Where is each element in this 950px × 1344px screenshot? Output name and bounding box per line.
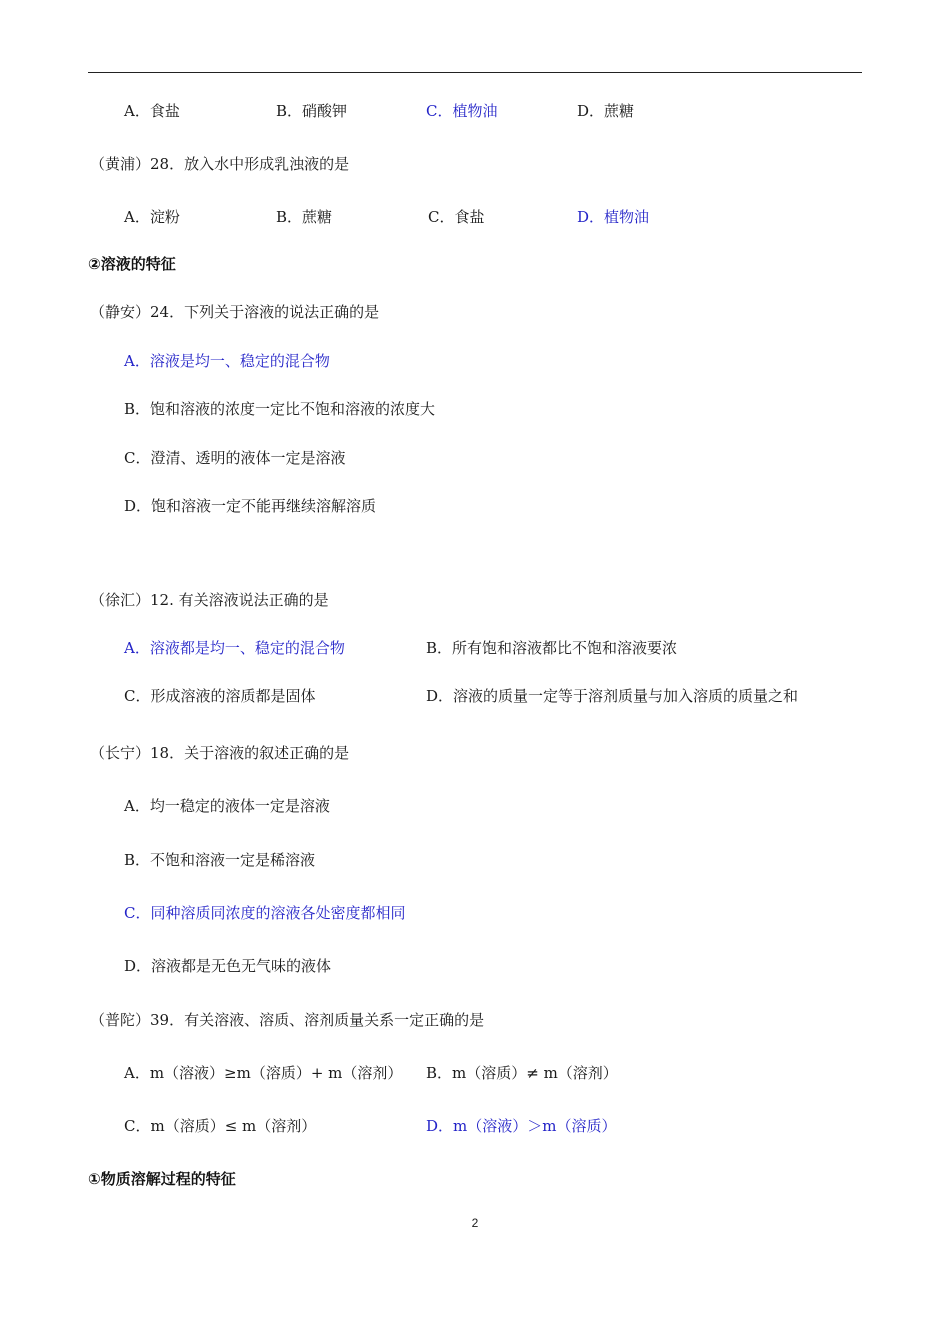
question-stem: （静安）24．下列关于溶液的说法正确的是	[90, 303, 380, 321]
section-title: ②溶液的特征	[88, 255, 176, 273]
option-b: B．硝酸钾	[276, 102, 348, 120]
option-c-answer: C．同种溶质同浓度的溶液各处密度都相同	[124, 904, 406, 922]
section-title: ①物质溶解过程的特征	[88, 1170, 236, 1188]
option-c: C．形成溶液的溶质都是固体	[124, 687, 316, 705]
option-b: B．所有饱和溶液都比不饱和溶液要浓	[426, 639, 678, 657]
option-a-answer: A．溶液是均一、稳定的混合物	[124, 352, 330, 370]
option-d: D．饱和溶液一定不能再继续溶解溶质	[124, 497, 377, 515]
question-stem: （长宁）18．关于溶液的叙述正确的是	[90, 744, 350, 762]
option-c: C．m（溶质）≤ m（溶剂）	[124, 1117, 317, 1135]
option-a: A．均一稳定的液体一定是溶液	[124, 797, 330, 815]
option-a: A．淀粉	[124, 208, 180, 226]
option-b: B．m（溶质）≠ m（溶剂）	[426, 1064, 618, 1082]
question-stem: （徐汇）12. 有关溶液说法正确的是	[90, 591, 329, 609]
option-d: D．溶液都是无色无气味的液体	[124, 957, 332, 975]
header-rule	[88, 72, 862, 73]
option-c: C．澄清、透明的液体一定是溶液	[124, 449, 346, 467]
page-number: 2	[471, 1216, 479, 1230]
option-d: D．溶液的质量一定等于溶剂质量与加入溶质的质量之和	[426, 687, 799, 705]
option-b: B．蔗糖	[276, 208, 333, 226]
option-a: A．食盐	[124, 102, 180, 120]
option-b: B．不饱和溶液一定是稀溶液	[124, 851, 316, 869]
option-a-answer: A．溶液都是均一、稳定的混合物	[124, 639, 345, 657]
option-c-answer: C．植物油	[426, 102, 498, 120]
question-stem: （黄浦）28．放入水中形成乳浊液的是	[90, 155, 350, 173]
option-d: D．蔗糖	[577, 102, 635, 120]
option-b: B．饱和溶液的浓度一定比不饱和溶液的浓度大	[124, 400, 436, 418]
option-d-answer: D．植物油	[577, 208, 650, 226]
option-d-answer: D．m（溶液）＞m（溶质）	[426, 1117, 617, 1135]
option-a: A．m（溶液）≥m（溶质）+ m（溶剂）	[124, 1064, 403, 1082]
question-stem: （普陀）39．有关溶液、溶质、溶剂质量关系一定正确的是	[90, 1011, 485, 1029]
option-c: C．食盐	[428, 208, 485, 226]
